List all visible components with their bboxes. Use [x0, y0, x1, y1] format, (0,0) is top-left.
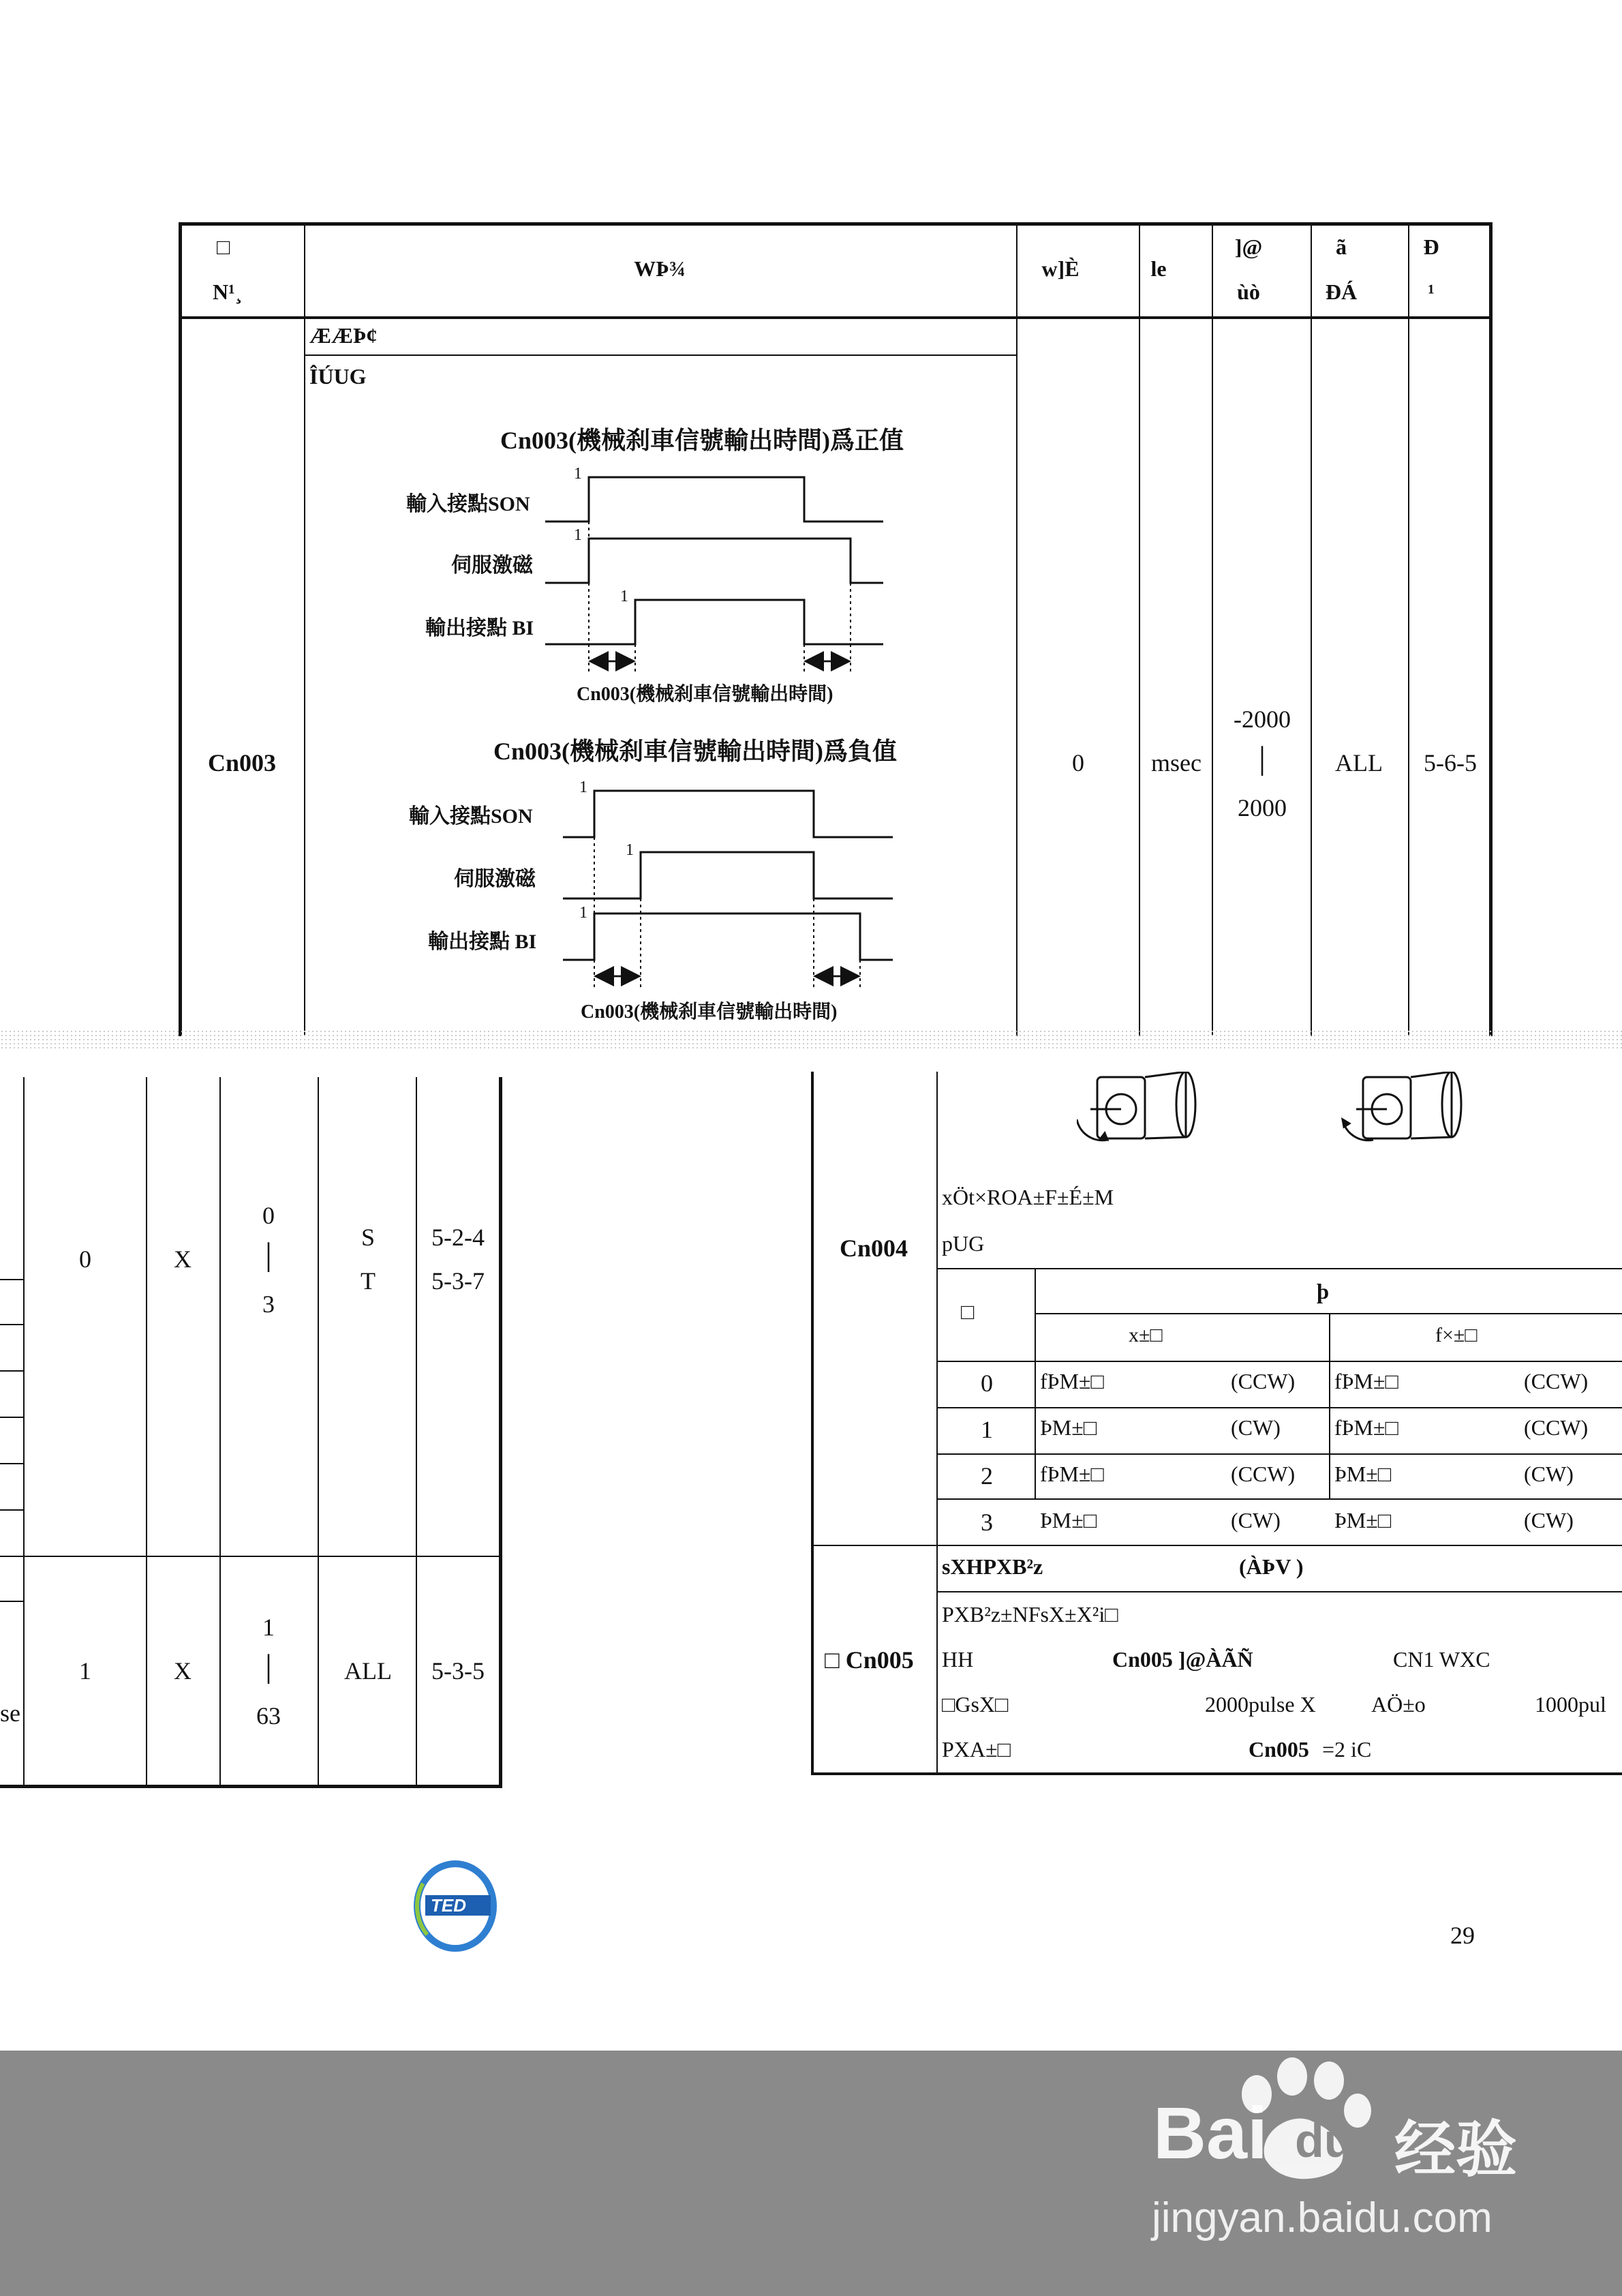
- cn004-subheader-col0: □: [961, 1299, 975, 1324]
- mode-value: ALL: [1335, 749, 1383, 776]
- level-one-label: 1: [574, 526, 582, 544]
- cn004-row-left-dir: fÞM±□: [1040, 1369, 1104, 1393]
- cn004-row-right-code: (CCW): [1524, 1415, 1589, 1440]
- cn005-line4d: 1000pul: [1535, 1692, 1606, 1717]
- left-row1-mode-a: S: [361, 1224, 376, 1251]
- cn004-row-left-code: (CCW): [1231, 1369, 1296, 1393]
- cn004-subheader-top: þ: [1317, 1279, 1329, 1303]
- signal-servo-label: 伺服激磁: [451, 554, 533, 577]
- range-sep: │: [1253, 746, 1271, 774]
- waveform-bi-negative: [563, 913, 893, 960]
- cn004-row-left-dir: ÞM±□: [1040, 1415, 1097, 1440]
- motor-rotation-svg: [1077, 1072, 1527, 1160]
- cn005-line4c: AÖ±o: [1371, 1692, 1426, 1717]
- company-logo: [413, 1860, 498, 1952]
- cn004-row-right-code: (CW): [1524, 1508, 1574, 1532]
- header-range: ùò: [1237, 280, 1260, 304]
- header-ref: ¹: [1428, 280, 1435, 304]
- left-row1-ref-b: 5-3-7: [431, 1267, 485, 1295]
- cn004-row-value: 1: [981, 1416, 993, 1443]
- left-row2-unit: X: [174, 1657, 192, 1685]
- cn005-line3c: CN1 WXC: [1393, 1647, 1490, 1672]
- page-number: 29: [1450, 1922, 1475, 1949]
- left-row1-default: 0: [79, 1245, 91, 1273]
- cn004-subheader-left: x±□: [1129, 1324, 1163, 1346]
- cn004-line1: xÖt×ROA±F±É±M: [942, 1185, 1114, 1209]
- cn004-row-left-code: (CCW): [1231, 1462, 1296, 1486]
- param-desc: ÎÚUG: [309, 364, 367, 389]
- cn004-row-right-dir: ÞM±□: [1334, 1508, 1392, 1532]
- cn004-row-right-code: (CCW): [1524, 1369, 1589, 1393]
- signal-bi-label: 輸出接點 BI: [428, 931, 537, 953]
- left-row2-partial: se: [0, 1700, 20, 1727]
- cn004-row-left-code: (CW): [1231, 1415, 1281, 1440]
- param-title: ÆÆÞ¢: [309, 323, 378, 348]
- diagram-negative-title: Cn003(機械刹車信號輸出時間)爲負值: [493, 738, 897, 765]
- header-mode: ÐÁ: [1325, 280, 1358, 304]
- cn004-row-right-dir: ÞM±□: [1334, 1462, 1392, 1486]
- cn005-line5a: PXA±□: [942, 1737, 1011, 1762]
- cn004-row-left-dir: fÞM±□: [1040, 1462, 1104, 1486]
- cn004-subheader-right: f×±□: [1435, 1324, 1478, 1346]
- cn004-line2: pUG: [942, 1231, 985, 1256]
- header-ref-top: Ð: [1423, 235, 1439, 259]
- timing-diagram-svg: [0, 0, 1622, 1036]
- waveform-son-negative: [563, 791, 893, 837]
- default-value: 0: [1072, 749, 1084, 776]
- cn004-row-right-dir: fÞM±□: [1334, 1415, 1398, 1440]
- logo-text: TED: [431, 1895, 466, 1916]
- left-row2-default: 1: [79, 1657, 91, 1685]
- level-one-label: 1: [626, 841, 634, 859]
- cn004-row-right-dir: fÞM±□: [1334, 1369, 1398, 1393]
- diagram-positive-title: Cn003(機械刹車信號輸出時間)爲正值: [500, 427, 904, 454]
- signal-son-label: 輸入接點SON: [409, 805, 533, 828]
- watermark-url: jingyan.baidu.com: [1152, 2194, 1493, 2241]
- signal-bi-label: 輸出接點 BI: [425, 617, 534, 639]
- left-row1-ref-a: 5-2-4: [431, 1224, 485, 1251]
- waveform-son-positive: [545, 477, 883, 522]
- header-no-top: □: [217, 235, 230, 259]
- cn005-line3b: Cn005 ]@ÀÃÑ: [1112, 1647, 1253, 1672]
- left-row2-ref: 5-3-5: [431, 1657, 485, 1685]
- motor-cw-icon: [1343, 1072, 1461, 1141]
- cn005-line1b: (ÀÞV ): [1239, 1554, 1304, 1579]
- cn005-line2: PXB²z±NFsX±X²i□: [942, 1602, 1118, 1627]
- left-row1-mode-b: T: [361, 1267, 376, 1295]
- param-no-cn005: □ Cn005: [825, 1646, 914, 1674]
- diagram-negative-caption: Cn003(機械刹車信號輸出時間): [581, 1001, 838, 1023]
- signal-son-label: 輸入接點SON: [406, 493, 530, 515]
- param-no-cn004: Cn004: [839, 1235, 908, 1262]
- ref-value: 5-6-5: [1424, 749, 1477, 776]
- left-row1-unit: X: [174, 1245, 192, 1273]
- cn004-row-left-dir: ÞM±□: [1040, 1508, 1097, 1532]
- header-unit: le: [1150, 256, 1167, 281]
- cn005-line5c: =2 iC: [1322, 1737, 1372, 1762]
- level-one-label: 1: [620, 588, 628, 605]
- page-seam-dots: [0, 1029, 1622, 1048]
- header-range-top: ]@: [1234, 235, 1263, 259]
- watermark-du: du: [1295, 2114, 1353, 2167]
- header-no: N¹¸: [213, 280, 243, 304]
- cn005-line1a: sXHPXB²z: [942, 1554, 1043, 1579]
- cn005-line5b: Cn005: [1249, 1737, 1309, 1762]
- cn005-line4a: □GsX□: [942, 1692, 1009, 1717]
- left-row1-range-max: 3: [262, 1290, 275, 1318]
- cn005-line4b: 2000pulse X: [1205, 1692, 1316, 1717]
- waveform-servo-negative: [563, 852, 893, 898]
- left-row2-mode: ALL: [344, 1657, 392, 1685]
- level-one-label: 1: [579, 779, 587, 796]
- left-row1-range-min: 0: [262, 1202, 275, 1229]
- cn004-row-right-code: (CW): [1524, 1462, 1574, 1486]
- watermark-banner: [0, 2051, 1622, 2296]
- range-min: -2000: [1234, 706, 1291, 733]
- cn005-line3a: HH: [942, 1647, 974, 1672]
- level-one-label: 1: [579, 904, 587, 922]
- header-name: WÞ¾: [634, 256, 686, 281]
- waveform-servo-positive: [545, 539, 883, 583]
- diagram-positive-caption: Cn003(機械刹車信號輸出時間): [577, 684, 833, 705]
- header-mode-top: ã: [1336, 235, 1347, 259]
- left-row2-range-sep: │: [260, 1655, 277, 1682]
- header-default: w]È: [1041, 256, 1080, 281]
- cn004-row-value: 0: [981, 1370, 993, 1397]
- left-row2-range-max: 63: [256, 1702, 281, 1729]
- level-one-label: 1: [574, 465, 582, 483]
- left-row2-range-min: 1: [262, 1614, 275, 1641]
- cn004-row-value: 2: [981, 1462, 993, 1490]
- motor-ccw-icon: [1077, 1072, 1195, 1141]
- waveform-bi-positive: [545, 600, 883, 644]
- left-row1-range-sep: │: [260, 1243, 277, 1270]
- cn004-row-left-code: (CW): [1231, 1508, 1281, 1532]
- watermark-cn: 经验: [1394, 2116, 1517, 2184]
- range-max: 2000: [1238, 794, 1287, 821]
- param-no-cn003: Cn003: [207, 749, 277, 776]
- watermark-brand: Bai: [1153, 2091, 1268, 2174]
- signal-servo-label: 伺服激磁: [454, 868, 536, 890]
- unit-value: msec: [1151, 749, 1202, 776]
- cn004-row-value: 3: [981, 1509, 993, 1536]
